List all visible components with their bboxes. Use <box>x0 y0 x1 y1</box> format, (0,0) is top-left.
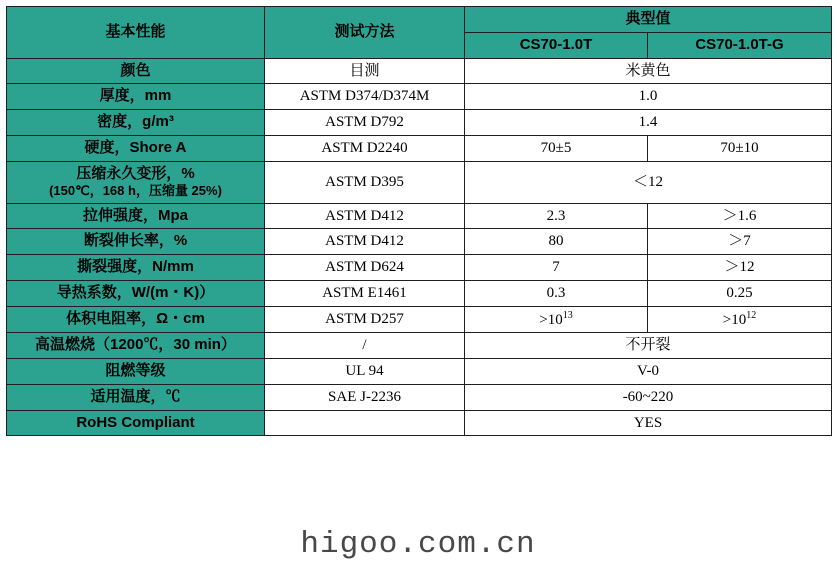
row-property-label: 厚度，mm <box>7 84 265 110</box>
table-row <box>7 280 832 306</box>
table-row <box>7 135 832 161</box>
row-value-cs70: 70±5 <box>465 135 648 161</box>
row-property-sub: (150℃，168 h，压缩量 25%) <box>49 183 222 199</box>
header-col-cs70g: CS70-1.0T-G <box>648 32 832 58</box>
table-row <box>7 255 832 281</box>
table-row <box>7 306 832 333</box>
row-test-method: SAE J-2236 <box>265 384 465 410</box>
row-test-method: ASTM D2240 <box>265 135 465 161</box>
row-property-label: RoHS Compliant <box>7 410 265 436</box>
table-header-row-1 <box>7 7 832 33</box>
header-col-cs70: CS70-1.0T <box>465 32 648 58</box>
row-value-cs70: 0.3 <box>465 280 648 306</box>
row-typical-value: V-0 <box>465 359 832 385</box>
row-typical-value: ＜12 <box>465 161 832 203</box>
row-property-label: 颜色 <box>7 58 265 84</box>
row-property-label: 密度，g/m³ <box>7 110 265 136</box>
row-property-label <box>7 161 265 203</box>
table-row <box>7 333 832 359</box>
row-property-label: 高温燃烧（1200℃，30 min） <box>7 333 265 359</box>
row-value-cs70g: 0.25 <box>648 280 832 306</box>
row-test-method: 目测 <box>265 58 465 84</box>
row-property-label: 导热系数，W/(m・K)） <box>7 280 265 306</box>
row-test-method: ASTM D257 <box>265 306 465 333</box>
table-row <box>7 110 832 136</box>
specification-table <box>6 6 832 436</box>
row-test-method: ASTM D374/D374M <box>265 84 465 110</box>
row-typical-value: 米黄色 <box>465 58 832 84</box>
table-row <box>7 410 832 436</box>
row-typical-value: 不开裂 <box>465 333 832 359</box>
row-test-method: UL 94 <box>265 359 465 385</box>
row-property-label: 硬度，Shore A <box>7 135 265 161</box>
row-test-method: ASTM D412 <box>265 203 465 229</box>
row-typical-value: -60~220 <box>465 384 832 410</box>
row-test-method: ASTM E1461 <box>265 280 465 306</box>
table-body <box>7 7 832 436</box>
row-value-cs70g: ＞1.6 <box>648 203 832 229</box>
watermark-text: higoo.com.cn <box>300 527 536 562</box>
header-typical-value: 典型值 <box>465 7 832 33</box>
row-test-method: ASTM D395 <box>265 161 465 203</box>
table-row <box>7 161 832 203</box>
row-typical-value: YES <box>465 410 832 436</box>
row-property-label: 体积电阻率，Ω・cm <box>7 306 265 333</box>
row-property-label: 阻燃等级 <box>7 359 265 385</box>
header-method: 测试方法 <box>265 7 465 59</box>
row-value-cs70: 2.3 <box>465 203 648 229</box>
table-row <box>7 229 832 255</box>
table-row <box>7 58 832 84</box>
row-property-main: 压缩永久变形，% <box>76 164 195 182</box>
row-test-method: ASTM D792 <box>265 110 465 136</box>
table-row <box>7 384 832 410</box>
row-test-method <box>265 410 465 436</box>
table-row <box>7 84 832 110</box>
table-row <box>7 359 832 385</box>
header-property: 基本性能 <box>7 7 265 59</box>
row-value-cs70g: ＞7 <box>648 229 832 255</box>
row-value-cs70g: $>10^{12}$ <box>648 306 832 333</box>
row-value-cs70: 80 <box>465 229 648 255</box>
row-test-method: ASTM D412 <box>265 229 465 255</box>
spec-sheet <box>0 6 837 569</box>
row-test-method: ASTM D624 <box>265 255 465 281</box>
row-property-label: 断裂伸长率，% <box>7 229 265 255</box>
table-row <box>7 203 832 229</box>
row-test-method: / <box>265 333 465 359</box>
row-property-label: 拉伸强度，Mpa <box>7 203 265 229</box>
row-value-cs70g: 70±10 <box>648 135 832 161</box>
row-property-label: 适用温度，℃ <box>7 384 265 410</box>
row-typical-value: 1.0 <box>465 84 832 110</box>
row-value-cs70g: ＞12 <box>648 255 832 281</box>
row-value-cs70: 7 <box>465 255 648 281</box>
row-property-label: 撕裂强度，N/mm <box>7 255 265 281</box>
row-value-cs70: $>10^{13}$ <box>465 306 648 333</box>
row-typical-value: 1.4 <box>465 110 832 136</box>
